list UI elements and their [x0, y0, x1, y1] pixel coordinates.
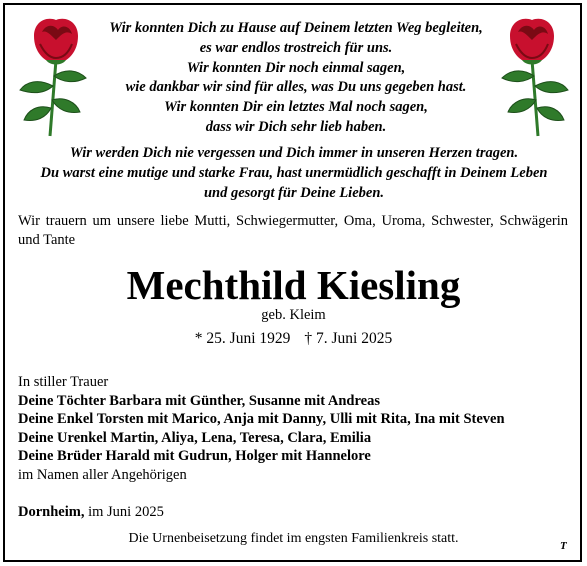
- birth-date: * 25. Juni 1929: [194, 330, 291, 347]
- place-date: [18, 503, 164, 521]
- mourning-label: In stiller Trauer: [18, 374, 109, 390]
- poem-line: dass wir Dich sehr lieb haben.: [205, 118, 387, 135]
- poem-line: wie dankbar wir sind für alles, was Du uns gegeben hast.: [125, 79, 467, 96]
- poem-line: es war endlos trostreich für uns.: [199, 39, 393, 56]
- poem-line: Wir werden Dich nie vergessen und Dich immer in unseren Herzen tragen.: [69, 145, 519, 161]
- mourner-line: Deine Enkel Torsten mit Marico, Anja mit Danny, Ulli mit Rita, Ina mit Steven: [18, 411, 505, 428]
- death-date: † 7. Juni 2025: [304, 330, 393, 347]
- life-dates: [0, 329, 587, 349]
- rose-right-icon: [492, 16, 572, 138]
- mourner-line: Deine Töchter Barbara mit Günther, Susanne mit Andreas: [18, 392, 380, 409]
- date-text: im Juni 2025: [84, 504, 164, 520]
- poem-line: Du warst eine mutige und starke Frau, hast unermüdlich geschafft in Deinem Leben: [40, 164, 548, 181]
- poem-line: Wir konnten Dir noch einmal sagen,: [186, 59, 406, 76]
- poem-line: Wir konnten Dich zu Hause auf Deinem letzten Weg begleiten,: [109, 20, 483, 36]
- poem-line: und gesorgt für Deine Lieben.: [203, 184, 385, 201]
- relatives-line: im Namen aller Angehörigen: [18, 466, 187, 483]
- mourner-line: Deine Urenkel Martin, Aliya, Lena, Teresa, Clara, Emilia: [18, 429, 372, 446]
- mourners-block: [18, 373, 573, 485]
- mourner-line: Deine Brüder Harald mit Gudrun, Holger mit Hannelore: [18, 448, 371, 465]
- maiden-name: geb. Kleim: [261, 307, 326, 323]
- mourning-intro: Wir trauern um unsere liebe Mutti, Schwiegermutter, Oma, Uroma, Schwester, Schwägerin und Tante: [18, 213, 568, 248]
- poem-verse: [100, 19, 492, 138]
- poem-closing: [24, 144, 564, 203]
- burial-notice: Die Urnenbeisetzung findet im engsten Familienkreis statt.: [128, 531, 459, 546]
- place-name: Dornheim,: [18, 504, 85, 520]
- publisher-mark: T: [560, 540, 567, 552]
- deceased-name: Mechthild Kiesling: [126, 262, 461, 308]
- rose-left-icon: [16, 16, 96, 138]
- poem-line: Wir konnten Dir ein letztes Mal noch sagen,: [164, 99, 428, 116]
